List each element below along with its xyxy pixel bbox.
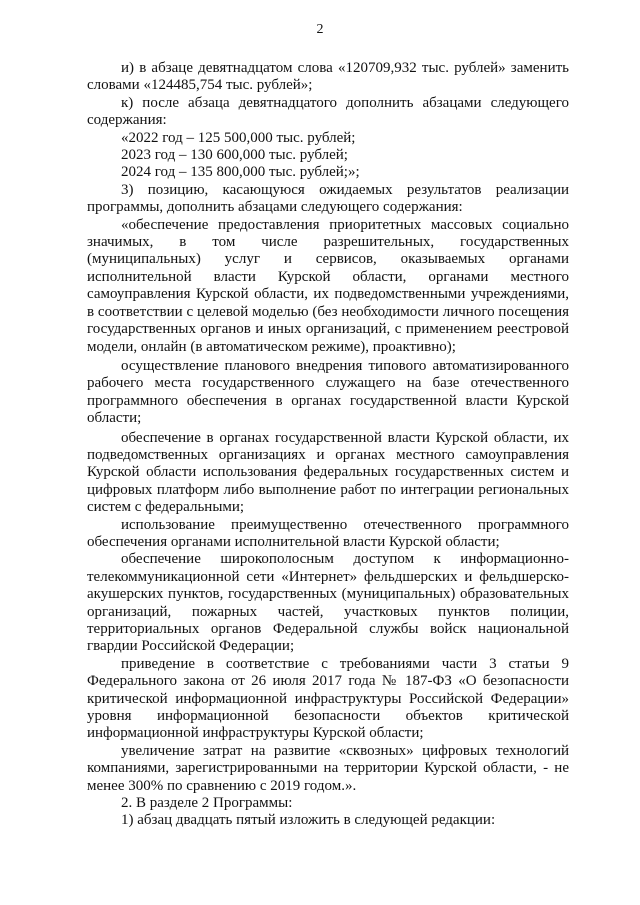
paragraph-amend-i: и) в абзаце девятнадцатом слова «120709,932 тыс. рублей» заменить словами «124485,754 тыс. рублей»; xyxy=(87,60,569,94)
paragraph-item-1: 1) абзац двадцать пятый изложить в следующей редакции: xyxy=(121,812,496,829)
document-body xyxy=(87,60,569,830)
page-number: 2 xyxy=(316,22,324,37)
paragraph-result-workplace: осуществление планового внедрения типового автоматизированного рабочего места государственного служащего на базе отечественного программного обеспечения в органах государственной власти Курской области; xyxy=(87,357,569,427)
paragraph-result-technologies: увеличение затрат на развитие «сквозных» цифровых технологий компаниями, зарегистрированными на территории Курской области, - не менее 300% по сравнению с 2019 годом.». xyxy=(87,742,569,794)
paragraph-result-security: приведение в соответствие с требованиями части 3 статьи 9 Федерального закона от 26 июля 2017 года № 187-ФЗ «О безопасности критической информационной инфраструктуры Российской Федерации» уровня информационной безопасности объектов критической информационной инфраструктуры Курской области; xyxy=(87,655,569,742)
paragraph-result-services: «обеспечение предоставления приоритетных массовых социально значимых, в том числе разрешительных, государственных (муниципальных) услуг и сервисов, оказываемых органами исполнительной власти Курской области, органами местного самоуправления Курской области, их подведомственными учреждениями, в соответствии с целевой моделью (без необходимости личного посещения государственных органов и иных организаций, с применением реестровой модели, онлайн (в автоматическом режиме), проактивно); xyxy=(87,216,569,355)
funding-line-2024: 2024 год – 135 800,000 тыс. рублей;»; xyxy=(121,164,360,181)
funding-line-2022: «2022 год – 125 500,000 тыс. рублей; xyxy=(121,129,356,146)
paragraph-result-broadband: обеспечение широкополосным доступом к информационно-телекоммуникационной сети «Интернет» фельдшерских и фельдшерско-акушерских пунктов, государственных (муниципальных) образовательных организаций, пожарных частей, участковых пунктов полиции, территориальных органов Федеральной службы войск национальной гвардии Российской Федерации; xyxy=(87,551,569,655)
paragraph-section-2: 2. В разделе 2 Программы: xyxy=(121,795,293,812)
paragraph-result-domestic-software: использование преимущественно отечественного программного обеспечения органами исполнительной власти Курской области; xyxy=(87,516,569,550)
paragraph-item-3: 3) позицию, касающуюся ожидаемых результатов реализации программы, дополнить абзацами следующего содержания: xyxy=(87,181,569,216)
paragraph-amend-k: к) после абзаца девятнадцатого дополнить абзацами следующего содержания: xyxy=(87,94,569,129)
funding-line-2023: 2023 год – 130 600,000 тыс. рублей; xyxy=(121,147,348,164)
paragraph-result-federal-systems: обеспечение в органах государственной власти Курской области, их подведомственных организациях и органах местного самоуправления Курской области использования федеральных государственных систем и цифровых платформ либо выполнение работ по интеграции региональных систем с федеральными; xyxy=(87,429,569,516)
